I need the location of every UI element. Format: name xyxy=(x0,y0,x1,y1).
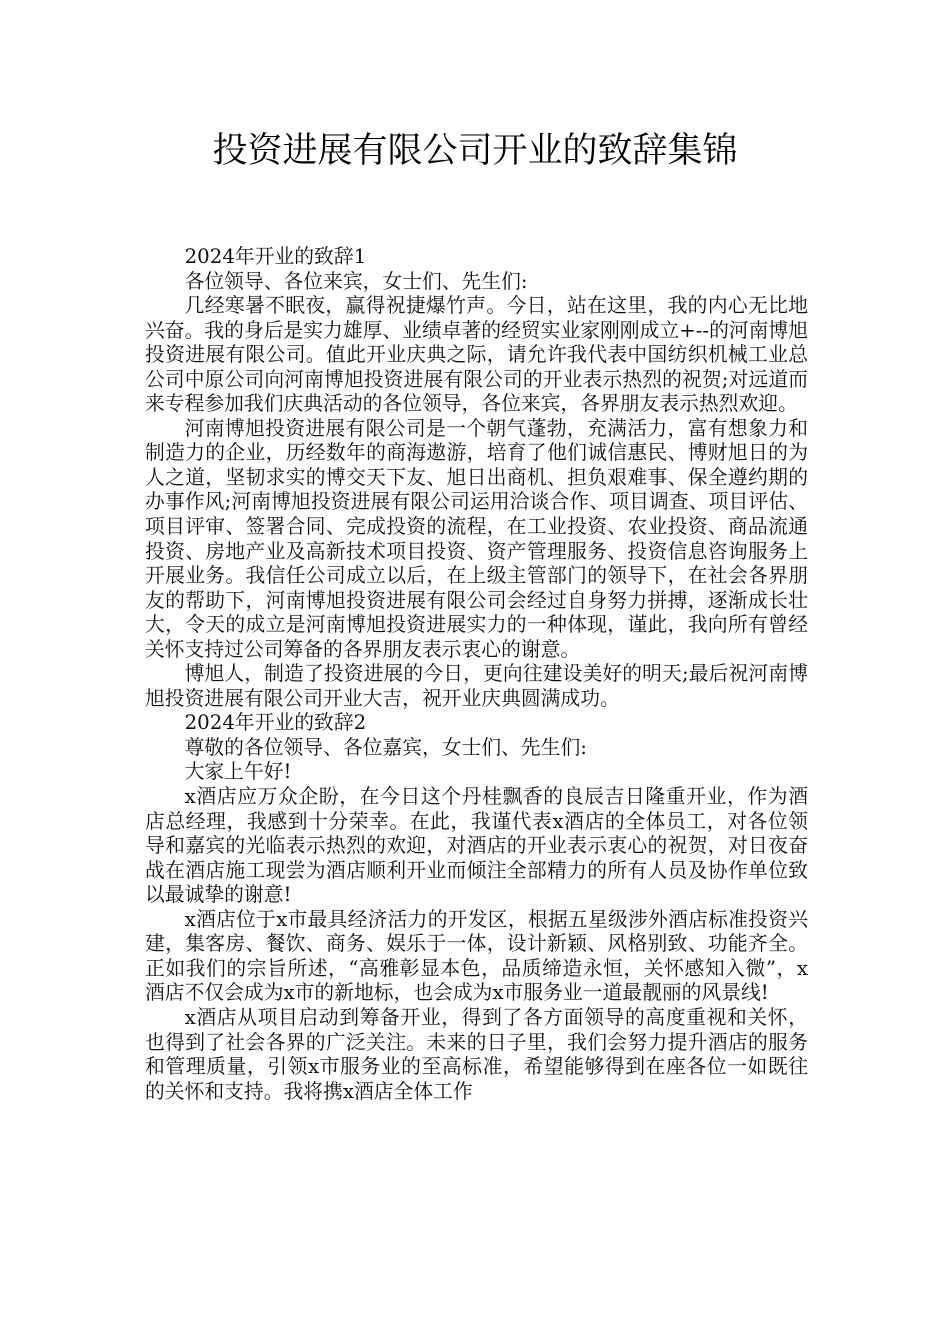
page-title: 投资进展有限公司开业的致辞集锦 xyxy=(212,131,738,171)
body-paragraph: 博旭人，制造了投资进展的今日，更向往建设美好的明天;最后祝河南博旭投资进展有限公司开业大吉，祝开业庆典圆满成功。 xyxy=(145,662,808,710)
body-paragraph: x酒店位于x市最具经济活力的开发区，根据五星级涉外酒店标准投资兴建，集客房、餐饮、商务、娱乐于一体，设计新颖、风格别致、功能齐全。正如我们的宗旨所述，“高雅彰显本色，品质缔造永恒，关怀感知入微”，x酒店不仅会成为x市的新地标，也会成为x市服务业一道最靓丽的风景线! xyxy=(145,907,808,1005)
greeting: 大家上午好! xyxy=(184,760,292,784)
body-paragraph: x酒店从项目启动到筹备开业，得到了各方面领导的高度重视和关怀，也得到了社会各界的广泛关注。未来的日子里，我们会努力提升酒店的服务和管理质量，引领x市服务业的至高标准，希望能够得到在座各位一如既往的关怀和支持。我将携x酒店全体工作 xyxy=(145,1005,808,1103)
body-paragraph: x酒店应万众企盼，在今日这个丹桂飘香的良辰吉日隆重开业，作为酒店总经理，我感到十分荣幸。在此，我谨代表x酒店的全体员工，对各位领导和嘉宾的光临表示热烈的欢迎，对酒店的开业表示衷心的祝贺，对日夜奋战在酒店施工现尝为酒店顺利开业而倾注全部精力的所有人员及协作单位致以最诚挚的谢意! xyxy=(145,785,808,907)
section-heading: 2024年开业的致辞2 xyxy=(184,711,367,735)
body-paragraph: 几经寒暑不眠夜，赢得祝捷爆竹声。今日，站在这里，我的内心无比地兴奋。我的身后是实力雄厚、业绩卓著的经贸实业家刚刚成立+--的河南博旭投资进展有限公司。值此开业庆典之际，请允许我代表中国纺织机械工业总公司中原公司向河南博旭投资进展有限公司的开业表示热烈的祝贺;对远道而来专程参加我们庆典活动的各位领导，各位来宾，各界朋友表示热烈欢迎。 xyxy=(145,294,808,416)
section-heading: 2024年开业的致辞1 xyxy=(184,245,367,268)
salutation: 各位领导、各位来宾，女士们、先生们: xyxy=(184,269,528,293)
body-paragraph: 河南博旭投资进展有限公司是一个朝气蓬勃，充满活力，富有想象力和制造力的企业，历经数年的商海遨游，培育了他们诚信惠民、博财旭日的为人之道，坚韧求实的博交天下友、旭日出商机、担负艰难事、保全遵约期的办事作风;河南博旭投资进展有限公司运用洽谈合作、项目调查、项目评估、项目评审、签署合同、完成投资的流程，在工业投资、农业投资、商品流通投资、房地产业及高新技术项目投资、资产管理服务、投资信息咨询服务上开展业务。我信任公司成立以后，在上级主管部门的领导下，在社会各界朋友的帮助下，河南博旭投资进展有限公司会经过自身努力拼搏，逐渐成长壮大，令天的成立是河南博旭投资进展实力的一种体现，谨此，我向所有曾经关怀支持过公司筹备的各界朋友表示衷心的谢意。 xyxy=(145,416,808,661)
salutation: 尊敬的各位领导、各位嘉宾，女士们、先生们: xyxy=(184,735,587,759)
document-body xyxy=(145,245,808,1104)
